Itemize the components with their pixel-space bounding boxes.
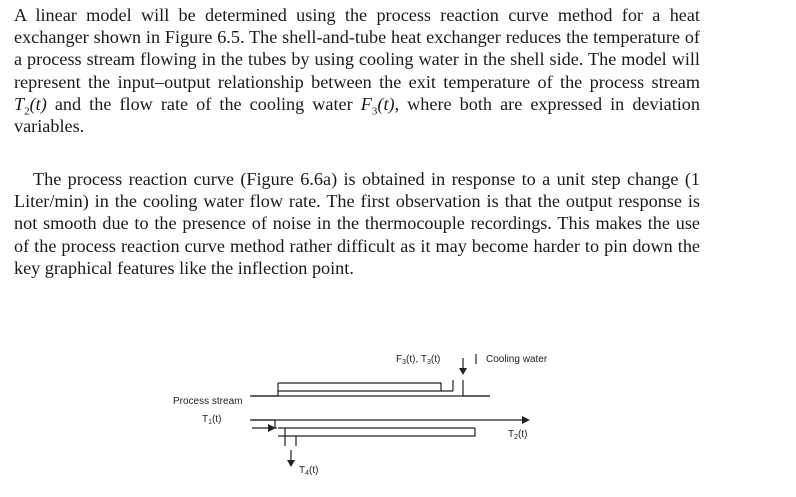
math-variable: [14, 93, 47, 118]
heat-exchanger-figure: [0, 340, 796, 497]
shell-bottom-inner: [278, 428, 475, 436]
variable-argument: (t): [29, 93, 47, 114]
heat-exchanger-diagram: [0, 340, 796, 497]
variable-subscript: 3: [371, 105, 378, 118]
text-run: and the flow rate of the cooling water: [46, 93, 361, 114]
cooling-inlet-label: $F_3(t)$, $T_3(t)$: [396, 354, 441, 366]
text-run: The process reaction curve (Figure 6.6a) is obtained in response to a unit step change (1 Liter/min) in the cooling water flow rate. The first observation is that the output response is not smooth due to the presence of noise in the thermocouple recordings. This makes the use of the process reaction curve method rather difficult as it may become harder to pin down the key graphical features like the inflection point.: [14, 169, 700, 278]
cooling-water-label: Cooling water: [486, 354, 548, 365]
cooling-outlet-arrow-head: [287, 460, 295, 467]
text-run: , where both are expressed in deviation variables.: [14, 93, 700, 137]
shell-top-inner: [278, 383, 441, 391]
math-variable: [360, 93, 395, 118]
outlet-temp-label: $T_2(t)$: [508, 429, 528, 441]
inlet-temp-label: $T_1(t)$: [202, 414, 222, 426]
cooling-inlet-arrow-head: [459, 368, 467, 375]
paragraph-2: [14, 168, 700, 279]
cooling-inlet-nozzle: [453, 380, 463, 396]
variable-subscript: 2: [24, 105, 30, 118]
process-stream-label: Process stream: [173, 396, 243, 407]
variable-argument: (t): [377, 93, 395, 114]
variable-symbol: T: [14, 93, 25, 114]
variable-symbol: F: [360, 93, 372, 114]
paragraph-1: [14, 4, 700, 137]
cooling-outlet-nozzle: [285, 428, 296, 446]
cooling-outlet-temp-label: $T_4(t)$: [299, 465, 319, 477]
text-run: A linear model will be determined using the process reaction curve method for a heat exchanger shown in Figure 6.5. The shell-and-tube heat exchanger reduces the temperature of a process stream flowing in the tubes by using cooling water in the shell side. The model will represent the input–output relationship between the exit temperature of the process stream: [14, 5, 700, 92]
process-outlet-arrow-head: [522, 416, 530, 424]
shell-left-top-wall: [252, 383, 278, 396]
